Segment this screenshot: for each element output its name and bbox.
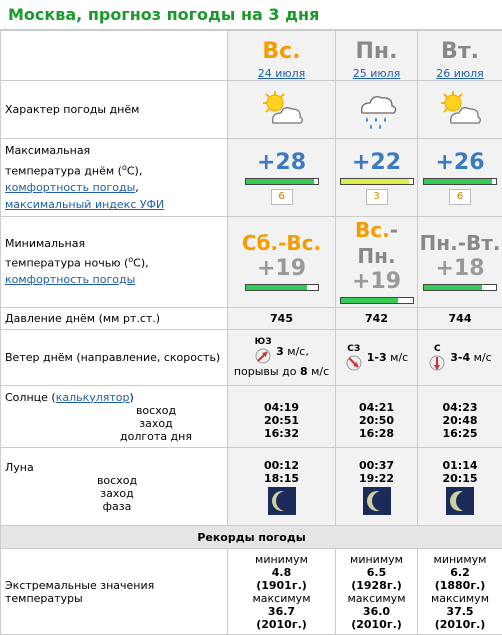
page-title: Москва, прогноз погоды на 3 дня: [0, 0, 502, 30]
uv-badge: 3: [366, 189, 388, 205]
sun-cloud-icon: [435, 85, 485, 135]
max-temp-value: +22: [336, 150, 417, 176]
pressure-value: 745: [228, 308, 336, 330]
uv-badge: 6: [271, 189, 293, 205]
comfort-bar: [423, 284, 497, 291]
comfort-fill: [424, 179, 492, 184]
min-temp-value: +19: [228, 256, 335, 282]
record-max: 37.5: [418, 605, 502, 618]
record-max-year: (2010г.): [228, 618, 335, 631]
sunset-time: 20:48: [418, 414, 502, 427]
wind-direction: С: [434, 344, 441, 354]
sun-cell-0: [228, 386, 336, 448]
record-max: 36.7: [228, 605, 335, 618]
comfort-fill: [341, 298, 399, 303]
sun-cell-2: [418, 386, 502, 448]
weather-day-label: Характер погоды днём: [1, 81, 228, 139]
sun-label: Солнце (калькулятор) восход заход долгота дня: [1, 386, 228, 448]
sun-cell-1: [336, 386, 418, 448]
day-column-0: [228, 31, 336, 81]
day-column-2: [418, 31, 502, 81]
record-min: 4.8: [228, 566, 335, 579]
wind-speed: 3-4: [450, 351, 470, 364]
wind-arrow-icon: [254, 347, 272, 365]
day-date-link[interactable]: 26 июля: [436, 67, 484, 80]
min-temp-value: +19: [336, 269, 417, 295]
calculator-link[interactable]: калькулятор: [56, 391, 130, 404]
comfort-link[interactable]: комфортность погоды: [5, 273, 135, 286]
record-cell-2: минимум 6.2 (1880г.) максимум 37.5 (2010г.): [418, 549, 502, 635]
moonrise-time: 01:14: [418, 459, 502, 472]
sunset-label: заход: [85, 417, 227, 430]
moonset-time: 20:15: [418, 472, 502, 485]
wind-arrow-icon: [345, 354, 363, 372]
night-days: Пн.-Вт.: [418, 230, 502, 256]
wind-arrow-icon: [428, 354, 446, 372]
min-temp-cell-0: [228, 217, 336, 308]
min-temp-cell-1: [336, 217, 418, 308]
wind-speed: 1-3: [367, 351, 387, 364]
day-date-link[interactable]: 24 июля: [258, 67, 306, 80]
record-max-year: (2010г.): [418, 618, 502, 631]
weather-cell-2: [418, 81, 502, 139]
moon-phase-icon: [268, 487, 296, 515]
min-temp-cell-2: [418, 217, 502, 308]
moon-cell-1: [336, 448, 418, 526]
moon-cell-0: [228, 448, 336, 526]
sunset-time: 20:51: [228, 414, 335, 427]
record-cell-1: минимум 6.5 (1928г.) максимум 36.0 (2010г.): [336, 549, 418, 635]
phase-label: фаза: [7, 500, 227, 513]
wind-direction: СЗ: [347, 344, 360, 354]
max-temp-label: Максимальная температура днём ($^o$C), комфортность погоды, максимальный индекс УФИ: [1, 139, 228, 217]
record-cell-0: минимум 4.8 (1901г.) максимум 36.7 (2010г.): [228, 549, 336, 635]
records-header: Рекорды погоды: [1, 526, 502, 549]
moonset-time: 19:22: [336, 472, 417, 485]
max-temp-value: +26: [418, 150, 502, 176]
pressure-label: Давление днём (мм рт.ст.): [1, 308, 228, 330]
header-corner: [1, 31, 228, 81]
wind-speed: 3: [276, 345, 284, 358]
comfort-fill: [341, 179, 409, 184]
comfort-link[interactable]: комфортность погоды: [5, 181, 135, 194]
day-name: Пн.: [336, 39, 417, 65]
moonrise-time: 00:37: [336, 459, 417, 472]
uv-badge: 6: [449, 189, 471, 205]
day-length: 16:25: [418, 427, 502, 440]
wind-cell-2: С 3-4 м/с: [418, 330, 502, 386]
wind-label: Ветер днём (направление, скорость): [1, 330, 228, 386]
comfort-fill: [246, 179, 314, 184]
moonrise-label: восход: [7, 474, 227, 487]
sunrise-label: восход: [85, 404, 227, 417]
min-temp-value: +18: [418, 256, 502, 282]
comfort-fill: [424, 285, 482, 290]
wind-cell-1: СЗ 1-3 м/с: [336, 330, 418, 386]
record-min-year: (1928г.): [336, 579, 417, 592]
moonset-label: заход: [7, 487, 227, 500]
comfort-bar: [423, 178, 497, 185]
day-name: Вт.: [418, 39, 502, 65]
sunrise-time: 04:21: [336, 401, 417, 414]
moon-phase-icon: [446, 487, 474, 515]
extreme-label: Экстремальные значения температуры: [1, 549, 228, 635]
moonrise-time: 00:12: [228, 459, 335, 472]
moon-phase-icon: [363, 487, 391, 515]
night-days: Сб.-Вс.: [228, 230, 335, 256]
cloud-rain-icon: [352, 85, 402, 135]
comfort-bar: [245, 178, 319, 185]
max-temp-cell-0: [228, 139, 336, 217]
weather-cell-0: [228, 81, 336, 139]
wind-gust: 8: [300, 365, 308, 378]
record-min: 6.2: [418, 566, 502, 579]
record-min-year: (1901г.): [228, 579, 335, 592]
comfort-bar: [340, 297, 414, 304]
day-name: Вс.: [228, 39, 335, 65]
day-length: 16:32: [228, 427, 335, 440]
sunset-time: 20:50: [336, 414, 417, 427]
moon-cell-2: [418, 448, 502, 526]
min-temp-label: Минимальная температура ночью ($^o$C), комфортность погоды: [1, 217, 228, 308]
moonset-time: 18:15: [228, 472, 335, 485]
max-temp-value: +28: [228, 150, 335, 176]
day-date-link[interactable]: 25 июля: [353, 67, 401, 80]
wind-direction: ЮЗ: [255, 337, 272, 347]
record-min-year: (1880г.): [418, 579, 502, 592]
forecast-table: [0, 30, 502, 635]
comfort-fill: [246, 285, 307, 290]
comfort-bar: [245, 284, 319, 291]
max-temp-cell-1: [336, 139, 418, 217]
day-column-1: [336, 31, 418, 81]
sun-cloud-icon: [257, 85, 307, 135]
night-days: Вс.-Пн.: [336, 217, 417, 269]
record-max-year: (2010г.): [336, 618, 417, 631]
day-length-label: долгота дня: [85, 430, 227, 443]
sunrise-time: 04:23: [418, 401, 502, 414]
wind-cell-0: ЮЗ 3 м/с, порывы до 8 м/с: [228, 330, 336, 386]
weather-cell-1: [336, 81, 418, 139]
record-max: 36.0: [336, 605, 417, 618]
pressure-value: 742: [336, 308, 418, 330]
record-min: 6.5: [336, 566, 417, 579]
day-length: 16:28: [336, 427, 417, 440]
max-temp-cell-2: [418, 139, 502, 217]
pressure-value: 744: [418, 308, 502, 330]
uv-index-link[interactable]: максимальный индекс УФИ: [5, 198, 164, 211]
comfort-bar: [340, 178, 414, 185]
sunrise-time: 04:19: [228, 401, 335, 414]
moon-label: Луна восход заход фаза: [1, 448, 228, 526]
